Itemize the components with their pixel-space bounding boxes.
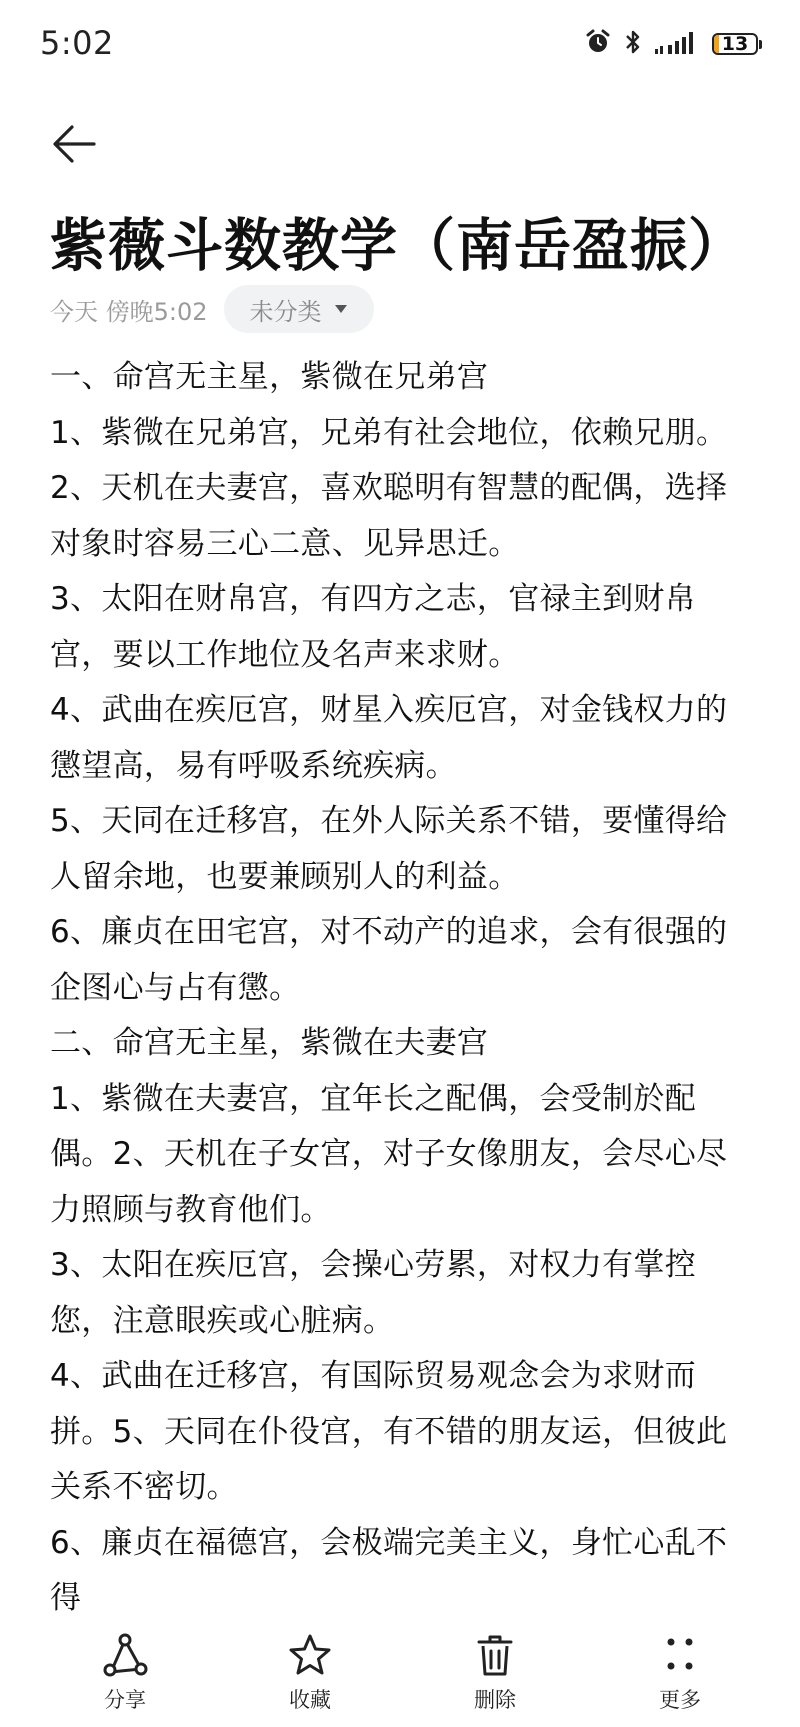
paragraph: 3、太阳在疾厄宫，会操心劳累，对权力有掌控您，注意眼疾或心脏病。 — [50, 1247, 697, 1339]
status-icons — [584, 28, 762, 60]
paragraph: 4、武曲在迁移宫，有国际贸易观念会为求财而拼。5、天同在仆役宫，有不错的朋友运，但彼此关系不密切。 — [50, 1358, 728, 1505]
delete-label: 删除 — [474, 1688, 516, 1712]
share-button[interactable] — [70, 1632, 180, 1714]
status-time: 5:02 — [40, 24, 114, 62]
category-dropdown[interactable] — [224, 285, 374, 333]
more-label: 更多 — [659, 1688, 701, 1712]
arrow-left-icon — [48, 118, 100, 170]
signal-icon — [654, 29, 700, 59]
paragraph: 4、武曲在疾厄宫，财星入疾厄宫，对金钱权力的懲望高，易有呼吸系统疾病。 — [50, 692, 728, 784]
paragraph: 5、天同在迁移宫，在外人际关系不错，要懂得给人留余地，也要兼顾别人的利益。 — [50, 803, 728, 895]
share-label: 分享 — [104, 1688, 146, 1712]
caret-down-icon — [334, 304, 348, 314]
category-label: 未分类 — [249, 297, 322, 326]
battery-level: 13 — [721, 33, 749, 55]
paragraph: 1、紫微在夫妻宫，宜年长之配偶，会受制於配偶。2、天机在子女宫，对子女像朋友，会尽心尽力照顾与教育他们。 — [50, 1080, 728, 1228]
star-icon — [286, 1632, 334, 1678]
alarm-icon — [584, 28, 612, 60]
paragraph: 一、命宫无主星，紫微在兄弟宫 — [50, 359, 489, 395]
back-button[interactable] — [48, 118, 100, 170]
trash-icon — [471, 1632, 519, 1678]
more-dots-icon — [656, 1632, 704, 1678]
note-content[interactable] — [50, 350, 750, 1627]
status-bar — [0, 0, 800, 92]
battery-icon — [712, 33, 762, 55]
delete-button[interactable] — [440, 1632, 550, 1714]
paragraph: 1、紫微在兄弟宫，兄弟有社会地位，依赖兄朋。2、天机在夫妻宫，喜欢聪明有智慧的配偶，选择对象时容易三心二意、见异思迁。 — [50, 414, 728, 562]
favorite-button[interactable] — [255, 1632, 365, 1714]
paragraph: 3、太阳在财帛宫，有四方之志，官禄主到财帛宫，要以工作地位及名声来求财。 — [50, 581, 697, 673]
bottom-toolbar — [0, 1632, 800, 1727]
favorite-label: 收藏 — [289, 1688, 331, 1712]
bluetooth-icon — [624, 28, 642, 60]
note-date: 今天 傍晚5:02 — [50, 297, 208, 326]
more-button[interactable] — [625, 1632, 735, 1714]
page-title: 紫薇斗数教学（南岳盈振） — [50, 213, 746, 279]
paragraph: 6、廉贞在福德宫，会极端完美主义，身忙心乱不得 — [50, 1524, 728, 1616]
note-meta — [50, 285, 374, 333]
paragraph: 二、命宫无主星，紫微在夫妻宫 — [50, 1025, 489, 1061]
paragraph: 6、廉贞在田宅宫，对不动产的追求，会有很强的企图心与占有懲。 — [50, 914, 728, 1006]
share-icon — [101, 1632, 149, 1678]
